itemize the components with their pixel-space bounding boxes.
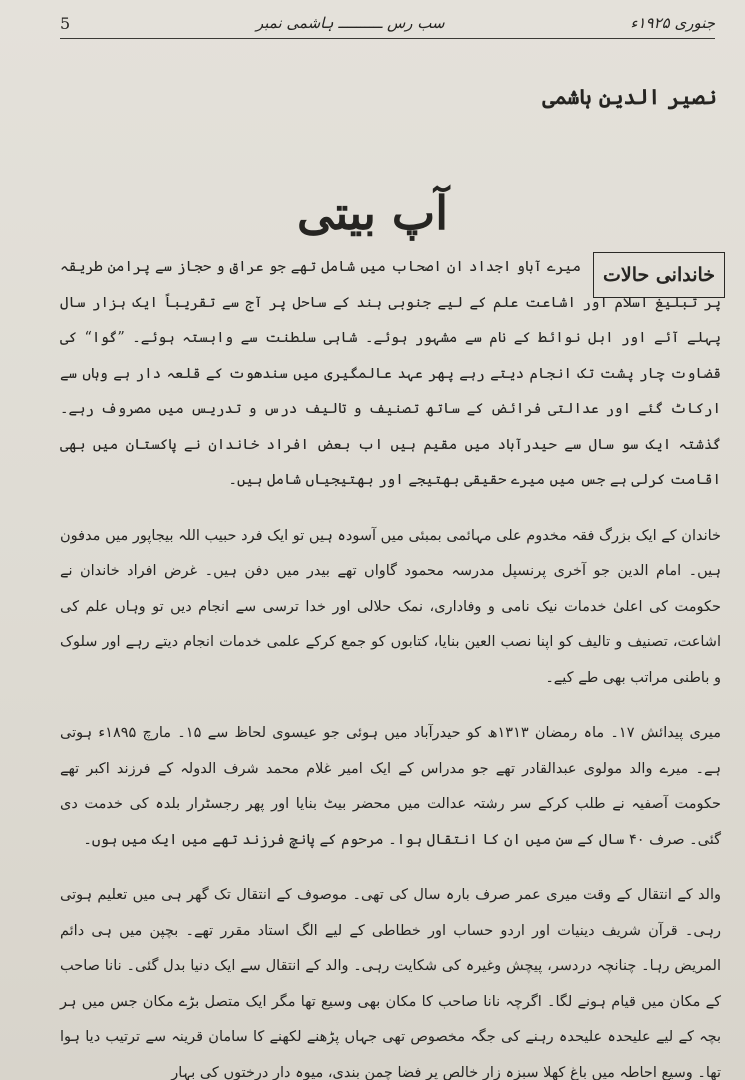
paragraph-family-history: میرے آباو اجداد ان اصحاب میں شامل تھے جو عراق و حجاز سے پرامن طریقہ پر تبلیغ اسلام اور اشاعت علم کے لیے جنوبی ہند کے ساحل پر آج سے تقریباً ایک ہزار سال پہلے آئے اور ابل نوائط کے نام سے مشہور ہوئے۔ شاہی سلطنت سے وابستہ ہوئے۔ ”گوا“ کی قضاوت چار پشت تک انجام دیتے رہے پھر عہد عالمگیری میں سندھوت کے قلعہ دار ہے وہاں سے ارکاٹ گئے اور عدالتی فرائض کے ساتھ تصنیف و تالیف درس و تدریس میں مصروف رہے۔ گذشتہ ایک سو سال سے حیدرآباد میں مقیم ہیں اب بعض افراد خاندان نے پاکستان میں بھی اقامت کرلی ہے جس میں میرے حقیقی بھتیجے اور بھتیجیاں شامل ہیں۔	[60, 259, 721, 488]
author-name: نصیر الدین ہاشمی	[542, 84, 717, 109]
paragraph-family-elders: خاندان کے ایک بزرگ فقہ مخدوم علی مہائمی بمبئی میں آسودہ ہیں تو ایک فرد حبیب اللہ بیجاپور میں مدفون ہیں۔ امام الدین جو آخری پرنسپل مدرسہ محمود گاواں تھے بیدر میں دفن ہیں۔ غرض افراد خاندان نے حکومت کی اعلیٰ خدمات نیک نامی و وفاداری، نمک حلالی اور خدا ترسی سے انجام دیں تو وہاں علم کی اشاعت، تصنیف و تالیف کو اپنا نصب العین بنایا، کتابوں کو جمع کرکے علمی خدمات انجام دیتے رہے اور سلوک و باطنی مراتب بھی طے کیے۔	[60, 527, 721, 686]
paragraph-childhood: والد کے انتقال کے وقت میری عمر صرف بارہ سال کی تھی۔ موصوف کے انتقال تک گھر ہی میں تعلیم ہوتی رہی۔ قرآن شریف دینیات اور اردو حساب اور خطاطی کے لیے الگ استاد مقرر تھے۔ بچپن میں ہی دائم المریض رہا۔ چنانچہ دردسر، پیچش وغیرہ کی شکایت رہی۔ والد کے انتقال سے ایک دنیا بدل گئی۔ نانا صاحب کے مکان میں قیام ہونے لگا۔ اگرچہ نانا صاحب کا مکان بھی وسیع تھا مگر ایک متصل بڑے مکان جس میں ہر بچہ کے لیے علیحدہ علیحدہ رہنے کی جگہ مخصوص تھی جہاں پڑھنے لکھنے کا سامان قرینہ سے ترتیب دیا ہوا تھا۔ وسیع احاطہ میں باغ کھلا سبزہ زار خالص پر فضا چمن بندی، میوہ دار درختوں کی بہار	[60, 887, 721, 1080]
issue-date: جنوری ۱۹۲۵ء	[630, 14, 715, 32]
running-header	[60, 8, 715, 38]
section-heading: خاندانی حالات	[602, 264, 716, 286]
paragraph-birth: میری پیدائش ۱۷۔ ماہ رمضان ۱۳۱۳ھ کو حیدرآباد میں ہوئی جو عیسوی لحاظ سے ۱۵۔ مارچ ۱۸۹۵ء ہوتی ہے۔ میرے والد مولوی عبدالقادر تھے جو مدراس کے ایک امیر غلام محمد شرف الدولہ کے فرزند اکبر تھے حکومت آصفیہ نے طلب کرکے سر رشتہ عدالت میں محضر بیٹ بنایا اور پھر رجسٹرار بلدہ کی خدمت دی گئی۔ صرف ۴۰ سال کے سن میں ان کا انتقال ہوا۔ مرحوم کے پانچ فرزند تھے میں ایک میں ہوں۔	[60, 725, 721, 848]
article-body	[60, 250, 721, 1080]
article-title: آپ بیتی	[296, 186, 448, 240]
page-number: 5	[60, 13, 71, 33]
header-divider	[60, 38, 715, 39]
magazine-title: سب رس ــــــــــ ہاشمی نمبر	[255, 14, 445, 32]
